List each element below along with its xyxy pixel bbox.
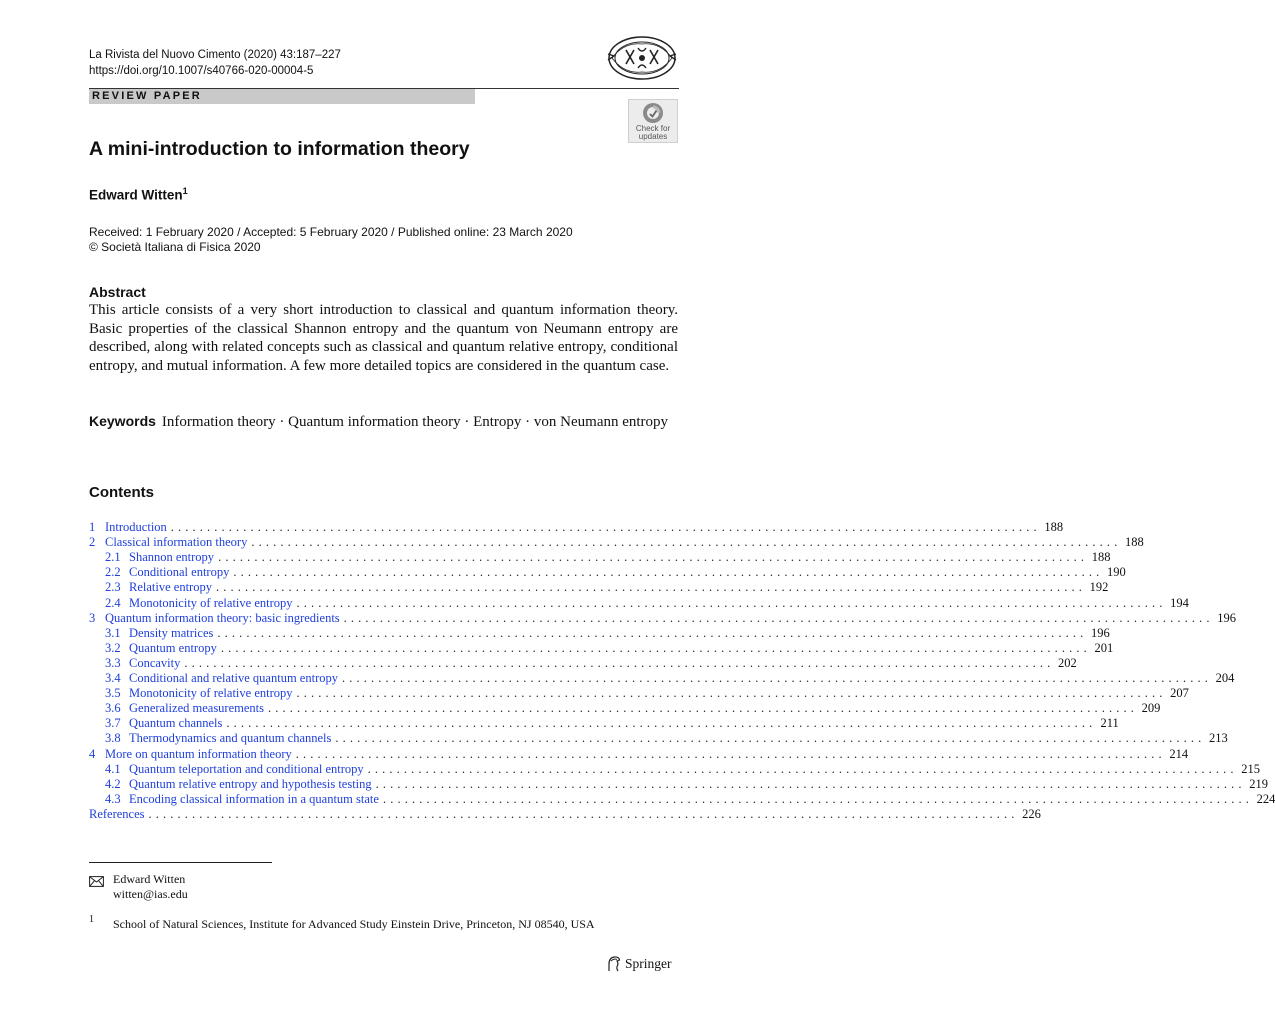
toc-entry[interactable]	[89, 640, 1114, 656]
toc-entry[interactable]	[89, 565, 1126, 580]
toc-entry-title[interactable]: Encoding classical information in a quantum state	[129, 791, 379, 806]
toc-dot-leader: . . . . . . . . . . . . . . . . . . . . . . . . . . . . . . . . . . . . . . . . . . . . . . . . . . . . . . . . . . . . . . . . . . . . . . . . . . . . . . . . . . . . . . . . . . . . . . . . . . . . . . . . . . . . . . . . . . . . . . . .	[218, 550, 1085, 565]
toc-entry[interactable]	[89, 625, 1110, 641]
toc-entry-title[interactable]: Relative entropy	[129, 580, 212, 595]
springer-horse-icon	[606, 955, 622, 973]
toc-entry[interactable]	[89, 806, 1041, 822]
copyright-notice: © Società Italiana di Fisica 2020	[89, 240, 261, 254]
toc-dot-leader: . . . . . . . . . . . . . . . . . . . . . . . . . . . . . . . . . . . . . . . . . . . . . . . . . . . . . . . . . . . . . . . . . . . . . . . . . . . . . . . . . . . . . . . . . . . . . . . . . . . . . . . . . . . . . . . . . . . . . . . .	[335, 731, 1202, 746]
toc-entry-page: 196	[1217, 610, 1237, 625]
toc-entry[interactable]	[89, 701, 1161, 716]
toc-entry-title[interactable]: Classical information theory	[105, 535, 248, 550]
contact-name: Edward Witten	[113, 872, 186, 886]
toc-entry[interactable]	[89, 791, 1275, 807]
toc-dot-leader: . . . . . . . . . . . . . . . . . . . . . . . . . . . . . . . . . . . . . . . . . . . . . . . . . . . . . . . . . . . . . . . . . . . . . . . . . . . . . . . . . . . . . . . . . . . . . . . . . . . . . . . . . . . . . . . . . . . . . . . .	[184, 655, 1051, 670]
toc-dot-leader: . . . . . . . . . . . . . . . . . . . . . . . . . . . . . . . . . . . . . . . . . . . . . . . . . . . . . . . . . . . . . . . . . . . . . . . . . . . . . . . . . . . . . . . . . . . . . . . . . . . . . . . . . . . . . . . . . . . . . . . .	[220, 640, 1088, 655]
toc-entry[interactable]	[89, 686, 1189, 701]
toc-entry[interactable]	[89, 595, 1189, 611]
toc-entry[interactable]	[89, 776, 1269, 792]
toc-entry-title[interactable]: Quantum channels	[129, 716, 223, 731]
contact-email-link[interactable]: witten@ias.edu	[113, 887, 188, 901]
affiliation-text: School of Natural Sciences, Institute for Advanced Study Einstein Drive, Princeton, NJ 08540, USA	[113, 917, 595, 931]
toc-dot-leader: . . . . . . . . . . . . . . . . . . . . . . . . . . . . . . . . . . . . . . . . . . . . . . . . . . . . . . . . . . . . . . . . . . . . . . . . . . . . . . . . . . . . . . . . . . . . . . . . . . . . . . . . . . . . . . . . . . . . . . . .	[215, 580, 1083, 595]
toc-entry-number: 2.2	[105, 565, 121, 580]
toc-entry-number: 3.5	[105, 686, 121, 701]
toc-dot-leader: . . . . . . . . . . . . . . . . . . . . . . . . . . . . . . . . . . . . . . . . . . . . . . . . . . . . . . . . . . . . . . . . . . . . . . . . . . . . . . . . . . . . . . . . . . . . . . . . . . . . . . . . . . . . . . . . . . . . . . . .	[367, 761, 1235, 776]
toc-entry-page: 188	[1124, 535, 1144, 550]
footnote-rule	[89, 862, 272, 863]
check-updates-label: Check for updates	[635, 124, 671, 141]
doi-link[interactable]: https://doi.org/10.1007/s40766-020-00004-5	[89, 65, 314, 77]
toc-dot-leader: . . . . . . . . . . . . . . . . . . . . . . . . . . . . . . . . . . . . . . . . . . . . . . . . . . . . . . . . . . . . . . . . . . . . . . . . . . . . . . . . . . . . . . . . . . . . . . . . . . . . . . . . . . . . . . . . . . . . . . . .	[296, 686, 1163, 701]
toc-entry-page: 190	[1106, 565, 1126, 580]
toc-entry-number: 2.1	[105, 550, 121, 565]
publisher-name: Springer	[625, 956, 672, 971]
author-affiliation-mark[interactable]: 1	[182, 186, 188, 196]
check-updates-icon	[642, 102, 664, 124]
toc-entry-title[interactable]: Monotonicity of relative entropy	[129, 686, 293, 701]
toc-entry-number: 3.7	[105, 716, 121, 731]
section-label: REVIEW PAPER	[89, 89, 475, 104]
toc-entry-title[interactable]: Monotonicity of relative entropy	[129, 595, 293, 610]
affiliation-number: 1	[89, 914, 94, 925]
toc-dot-leader: . . . . . . . . . . . . . . . . . . . . . . . . . . . . . . . . . . . . . . . . . . . . . . . . . . . . . . . . . . . . . . . . . . . . . . . . . . . . . . . . . . . . . . . . . . . . . . . . . . . . . . . . . . . . . . . . . . . . . . . .	[251, 535, 1118, 550]
toc-entry[interactable]	[89, 535, 1144, 550]
toc-entry-page: 213	[1209, 731, 1228, 746]
publisher-logo	[606, 955, 672, 973]
toc-entry-page: 219	[1249, 776, 1269, 791]
toc-dot-leader: . . . . . . . . . . . . . . . . . . . . . . . . . . . . . . . . . . . . . . . . . . . . . . . . . . . . . . . . . . . . . . . . . . . . . . . . . . . . . . . . . . . . . . . . . . . . . . . . . . . . . . . . . . . . . . . . . . . . . . . .	[226, 716, 1093, 731]
toc-dot-leader: . . . . . . . . . . . . . . . . . . . . . . . . . . . . . . . . . . . . . . . . . . . . . . . . . . . . . . . . . . . . . . . . . . . . . . . . . . . . . . . . . . . . . . . . . . . . . . . . . . . . . . . . . . . . . . . . . . . . . . . .	[268, 701, 1135, 716]
toc-entry-page: 209	[1141, 701, 1161, 716]
toc-entry-page: 194	[1170, 595, 1189, 610]
toc-dot-leader: . . . . . . . . . . . . . . . . . . . . . . . . . . . . . . . . . . . . . . . . . . . . . . . . . . . . . . . . . . . . . . . . . . . . . . . . . . . . . . . . . . . . . . . . . . . . . . . . . . . . . . . . . . . . . . . . . . . . . . . .	[233, 565, 1100, 580]
toc-entry-number: 2	[89, 535, 96, 550]
toc-dot-leader: . . . . . . . . . . . . . . . . . . . . . . . . . . . . . . . . . . . . . . . . . . . . . . . . . . . . . . . . . . . . . . . . . . . . . . . . . . . . . . . . . . . . . . . . . . . . . . . . . . . . . . . . . . . . . . . . . . . . . . . .	[343, 610, 1211, 625]
check-for-updates-badge[interactable]	[628, 99, 678, 143]
toc-entry-number: 4	[89, 746, 96, 761]
toc-entry-page: 201	[1094, 640, 1114, 655]
toc-entry-number: 1	[89, 520, 96, 534]
toc-entry[interactable]	[89, 520, 1064, 535]
toc-entry[interactable]	[89, 655, 1077, 671]
toc-entry[interactable]	[89, 580, 1109, 595]
toc-entry-number: 2.4	[105, 595, 121, 610]
toc-entry-number: 2.3	[105, 580, 121, 595]
toc-dot-leader: . . . . . . . . . . . . . . . . . . . . . . . . . . . . . . . . . . . . . . . . . . . . . . . . . . . . . . . . . . . . . . . . . . . . . . . . . . . . . . . . . . . . . . . . . . . . . . . . . . . . . . . . . . . . . . . . . . . . . . . .	[217, 625, 1084, 640]
journal-emblem-icon	[604, 34, 680, 82]
toc-dot-leader: . . . . . . . . . . . . . . . . . . . . . . . . . . . . . . . . . . . . . . . . . . . . . . . . . . . . . . . . . . . . . . . . . . . . . . . . . . . . . . . . . . . . . . . . . . . . . . . . . . . . . . . . . . . . . . . . . . . . . . . .	[148, 806, 1015, 821]
abstract-heading: Abstract	[89, 284, 146, 300]
toc-entry-title[interactable]: Quantum teleportation and conditional entropy	[129, 761, 364, 776]
envelope-icon	[89, 874, 104, 892]
toc-entry-title[interactable]: Concavity	[129, 655, 181, 670]
keywords-text: Information theory · Quantum information theory · Entropy · von Neumann entropy	[161, 414, 669, 430]
author-name[interactable]: Edward Witten	[89, 187, 183, 203]
toc-entry-title[interactable]: Quantum entropy	[129, 640, 217, 655]
toc-entry-page: 211	[1100, 716, 1119, 731]
toc-entry-title[interactable]: Quantum information theory: basic ingredients	[105, 610, 340, 625]
paper-title: A mini-introduction to information theory	[89, 138, 470, 160]
toc-entry-title[interactable]: Shannon entropy	[129, 550, 215, 565]
toc-dot-leader: . . . . . . . . . . . . . . . . . . . . . . . . . . . . . . . . . . . . . . . . . . . . . . . . . . . . . . . . . . . . . . . . . . . . . . . . . . . . . . . . . . . . . . . . . . . . . . . . . . . . . . . . . . . . . . . . . . . . . . . .	[295, 746, 1163, 761]
toc-dot-leader: . . . . . . . . . . . . . . . . . . . . . . . . . . . . . . . . . . . . . . . . . . . . . . . . . . . . . . . . . . . . . . . . . . . . . . . . . . . . . . . . . . . . . . . . . . . . . . . . . . . . . . . . . . . . . . . . . . . . . . . .	[341, 671, 1209, 685]
toc-entry-title[interactable]: Introduction	[105, 520, 167, 534]
toc-entry-title[interactable]: Density matrices	[129, 625, 214, 640]
toc-entry[interactable]	[89, 550, 1111, 565]
toc-entry-number: 3.8	[105, 731, 121, 746]
toc-entry-number: 3.1	[105, 625, 121, 640]
toc-entry-page: 214	[1169, 746, 1189, 761]
toc-dot-leader: . . . . . . . . . . . . . . . . . . . . . . . . . . . . . . . . . . . . . . . . . . . . . . . . . . . . . . . . . . . . . . . . . . . . . . . . . . . . . . . . . . . . . . . . . . . . . . . . . . . . . . . . . . . . . . . . . . . . . . . .	[296, 595, 1163, 610]
toc-entry-number: 3	[89, 610, 96, 625]
keywords-label: Keywords	[89, 413, 156, 429]
toc-entry-title[interactable]: Quantum relative entropy and hypothesis testing	[129, 776, 372, 791]
toc-entry[interactable]	[89, 671, 1235, 686]
toc-dot-leader: . . . . . . . . . . . . . . . . . . . . . . . . . . . . . . . . . . . . . . . . . . . . . . . . . . . . . . . . . . . . . . . . . . . . . . . . . . . . . . . . . . . . . . . . . . . . . . . . . . . . . . . . . . . . . . . . . . . . . . . .	[375, 776, 1243, 791]
toc-entry-title[interactable]: Thermodynamics and quantum channels	[129, 731, 332, 746]
toc-entry-page: 188	[1044, 520, 1064, 534]
toc-entry-page: 204	[1215, 671, 1235, 685]
toc-entry-page: 196	[1090, 625, 1110, 640]
toc-entry-page: 192	[1089, 580, 1109, 595]
toc-entry-number: 3.2	[105, 640, 121, 655]
toc-entry-page: 224	[1256, 791, 1275, 806]
toc-entry-number: 3.4	[105, 671, 121, 685]
toc-entry[interactable]	[89, 761, 1261, 777]
keywords-block	[89, 412, 678, 433]
toc-entry-page: 215	[1241, 761, 1261, 776]
toc-entry-number: 3.3	[105, 655, 121, 670]
journal-citation: La Rivista del Nuovo Cimento (2020) 43:187–227	[89, 49, 341, 61]
toc-entry-title[interactable]: Generalized measurements	[129, 701, 265, 716]
publication-dates: Received: 1 February 2020 / Accepted: 5 February 2020 / Published online: 23 March 2020	[89, 225, 573, 239]
toc-entry-number: 4.1	[105, 761, 121, 776]
toc-entry-page: 207	[1170, 686, 1189, 701]
author-line	[89, 186, 188, 203]
toc-entry-page: 226	[1022, 806, 1041, 821]
toc-entry-number: 3.6	[105, 701, 121, 716]
toc-entry-title[interactable]: Conditional entropy	[129, 565, 230, 580]
toc-entry-title[interactable]: References	[89, 806, 145, 821]
toc-dot-leader: . . . . . . . . . . . . . . . . . . . . . . . . . . . . . . . . . . . . . . . . . . . . . . . . . . . . . . . . . . . . . . . . . . . . . . . . . . . . . . . . . . . . . . . . . . . . . . . . . . . . . . . . . . . . . . . . . . . . . . . .	[382, 791, 1250, 806]
toc-entry-page: 188	[1091, 550, 1111, 565]
toc-entry-number: 4.3	[105, 791, 121, 806]
abstract-text: This article consists of a very short introduction to classical and quantum information theory. Basic properties of the classical Shannon entropy and the quantum von Neumann entropy are described, along with related concepts such as classical and quantum relative entropy, conditional entropy, and mutual information. A few more detailed topics are considered in the quantum case.	[89, 302, 678, 374]
toc-entry[interactable]	[89, 746, 1189, 762]
toc-entry-title[interactable]: Conditional and relative quantum entropy	[129, 671, 338, 685]
toc-entry-page: 202	[1058, 655, 1077, 670]
contents-heading: Contents	[89, 484, 154, 501]
toc-entry-number: 4.2	[105, 776, 121, 791]
toc-entry[interactable]	[89, 731, 1228, 746]
toc-entry-title[interactable]: More on quantum information theory	[105, 746, 292, 761]
toc-entry[interactable]	[89, 610, 1237, 626]
toc-entry[interactable]	[89, 716, 1119, 731]
toc-dot-leader: . . . . . . . . . . . . . . . . . . . . . . . . . . . . . . . . . . . . . . . . . . . . . . . . . . . . . . . . . . . . . . . . . . . . . . . . . . . . . . . . . . . . . . . . . . . . . . . . . . . . . . . . . . . . . . . . . . . . . . . .	[170, 520, 1038, 534]
